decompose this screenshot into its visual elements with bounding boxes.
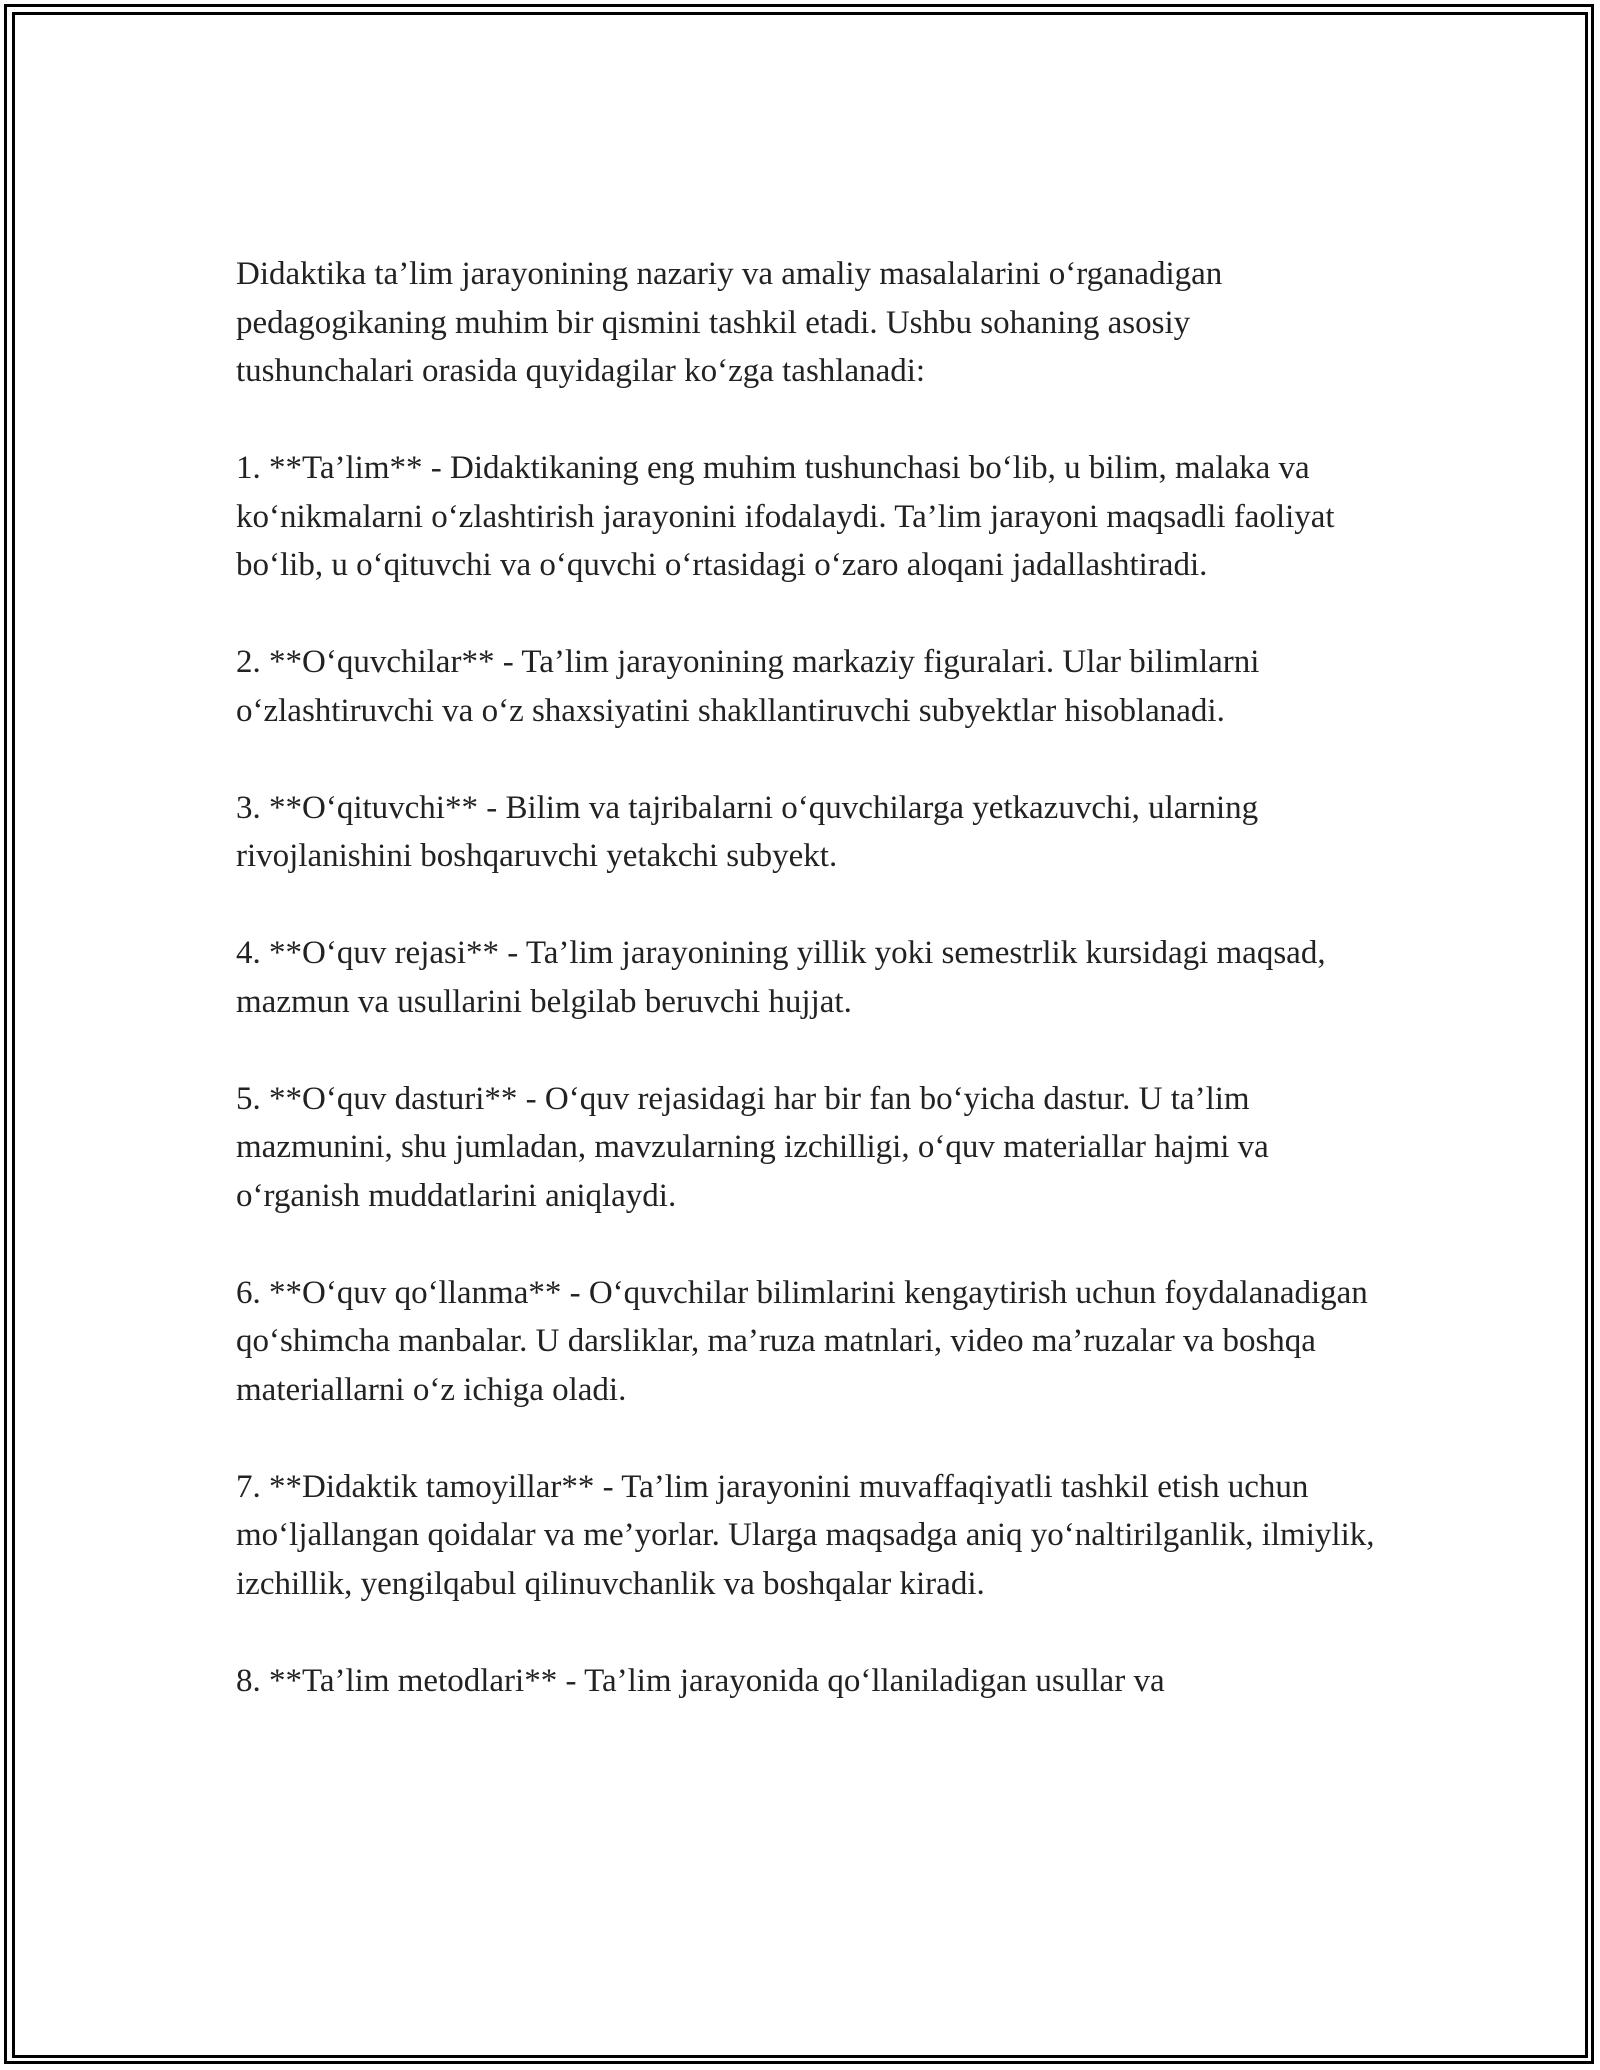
list-item-talim: 1. **Ta’lim** - Didaktikaning eng muhim tushunchasi bo‘lib, u bilim, malaka va ko‘nikmalarni o‘zlashtirish jarayonini ifodalaydi. Ta’lim jarayoni maqsadli faoliyat bo‘lib, u o‘qituvchi va o‘quvchi o‘rtasidagi o‘zaro aloqani jadallashtiradi. xyxy=(236,450,1335,583)
list-item-oqituvchi: 3. **O‘qituvchi** - Bilim va tajribalarni o‘quvchilarga yetkazuvchi, ularning rivojlanishini boshqaruvchi yetakchi subyekt. xyxy=(236,789,1259,874)
intro-paragraph: Didaktika ta’lim jarayonining nazariy va amaliy masalalarini o‘rganadigan pedagogikaning muhim bir qismini tashkil etadi. Ushbu sohaning asosiy tushunchalari orasida quyidagilar ko‘zga tashlanadi: xyxy=(236,256,1223,389)
list-item-oquv-qollanma: 6. **O‘quv qo‘llanma** - O‘quvchilar bilimlarini kengaytirish uchun foydalanadigan qo‘shimcha manbalar. U darsliklar, ma’ruza matnlari, video ma’ruzalar va boshqa materiallarni o‘z ichiga oladi. xyxy=(236,1274,1368,1408)
list-item-didaktik-tamoyillar: 7. **Didaktik tamoyillar** - Ta’lim jarayonini muvaffaqiyatli tashkil etish uchun mo‘ljallangan qoidalar va me’yorlar. Ularga maqsadga aniq yo‘naltirilganlik, ilmiylik, izchillik, yengilqabul qilinuvchanlik va boshqalar kiradi. xyxy=(236,1468,1375,1602)
document-body xyxy=(236,250,1376,1754)
list-item-talim-metodlari: 8. **Ta’lim metodlari** - Ta’lim jarayonida qo‘llaniladigan usullar va xyxy=(236,1662,1165,1699)
list-item-oquv-rejasi: 4. **O‘quv rejasi** - Ta’lim jarayonining yillik yoki semestrlik kursidagi maqsad, mazmun va usullarini belgilab beruvchi hujjat. xyxy=(236,935,1326,1020)
list-item-oquv-dasturi: 5. **O‘quv dasturi** - O‘quv rejasidagi har bir fan bo‘yicha dastur. U ta’lim mazmunini, shu jumladan, mavzularning izchilligi, o‘quv materiallar hajmi va o‘rganish muddatlarini aniqlaydi. xyxy=(236,1080,1269,1214)
list-item-oquvchilar: 2. **O‘quvchilar** - Ta’lim jarayonining markaziy figuralari. Ular bilimlarni o‘zlashtiruvchi va o‘z shaxsiyatini shakllantiruvchi subyektlar hisoblanadi. xyxy=(236,644,1260,729)
